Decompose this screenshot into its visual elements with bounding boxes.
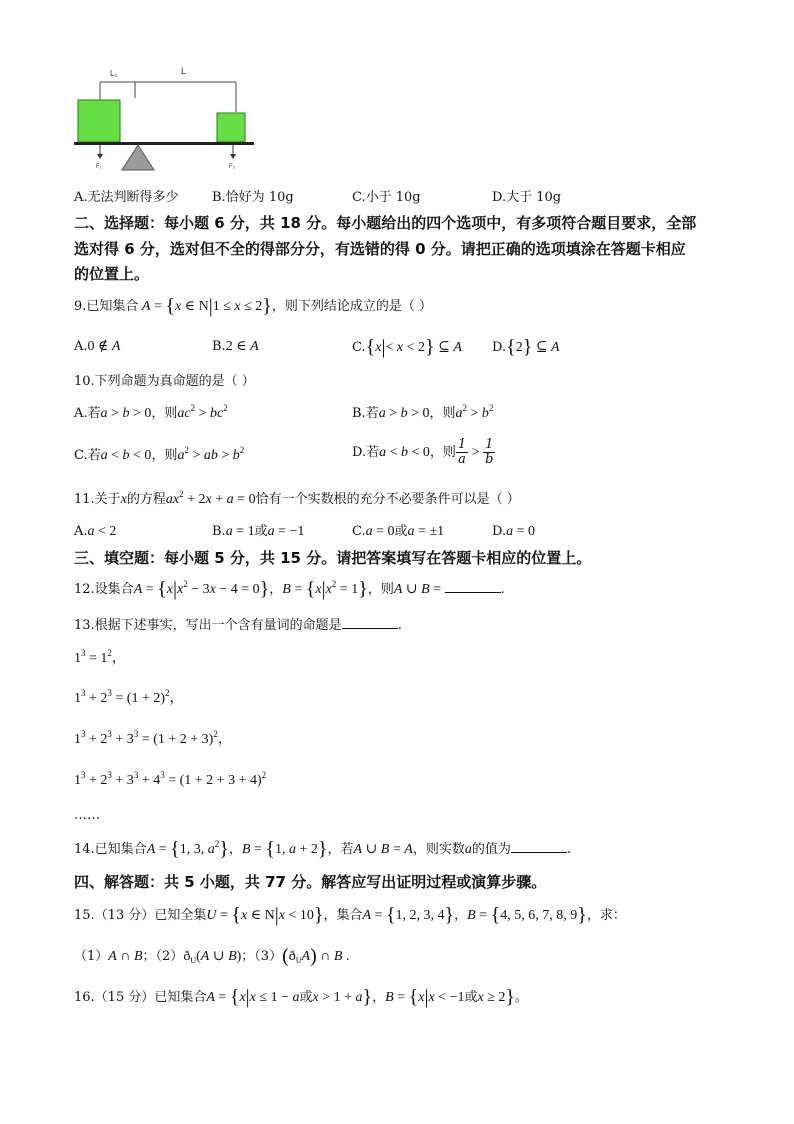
section2-line3: 的位置上。 — [74, 265, 150, 283]
left-weight-box — [78, 100, 120, 142]
q8-option-a: A.无法判断得多少 — [74, 190, 179, 205]
q8-option-c: C.小于 10g — [352, 190, 421, 205]
q16-stem: 16.（15 分）已知集合A = {x|x ≤ 1 − a或x > 1 + a}，B = {x|x < −1或x ≥ 2}。 — [74, 986, 529, 1008]
q9-option-a: A.0 ∉ A — [74, 339, 121, 354]
q9-stem: 9.已知集合 A = {x ∈ N|1 ≤ x ≤ 2}，则下列结论成立的是（ ） — [74, 295, 433, 317]
q11-option-d: D.a = 0 — [492, 524, 535, 539]
fulcrum-triangle — [122, 145, 154, 170]
section3-heading: 三、填空题：每小题 5 分，共 15 分。请把答案填写在答题卡相应的位置上。 — [74, 549, 592, 567]
q13-fact-3: $1^3 + 2^3 + 3^3 = (1 + 2 + 3)^2$， — [74, 729, 232, 747]
q14-stem: 14.已知集合A = {1, 3, $a^2$}，B = {1, a + 2}，若A ∪ B = A，则实数a的值为 . — [74, 838, 571, 860]
label-f2: F₂ — [229, 164, 235, 170]
q13-fact-1: $1^3 = 1^2$， — [74, 648, 126, 666]
q15-parts: （1）A ∩ B；$(2)ð_U(A$ ∪ B)；$(3)(ð_UA)$ ∩ B . — [74, 945, 350, 967]
q11-stem: 11.关于x的方程$ax^2 + 2x + a = 0$恰有一个实数根的充分不必要条件可以是（ ） — [74, 489, 520, 507]
section4-heading: 四、解答题：共 5 小题，共 77 分。解答应写出证明过程或演算步骤。 — [74, 873, 547, 891]
q10-option-c: C.若a < b < 0，则$a^2$ > ab > $b^2$ — [74, 445, 245, 463]
label-l1: L₁ — [110, 69, 118, 78]
q10-stem: 10.下列命题为真命题的是（ ） — [74, 374, 255, 389]
q13-fact-4: $1^3 + 2^3 + 3^3 + 4^3 = (1 + 2 + 3 + 4)^2$ — [74, 770, 267, 788]
q9-option-d: D.{2} ⊆ A — [492, 336, 560, 358]
q13-stem: 13.根据下述事实，写出一个含有量词的命题是 . — [74, 618, 402, 633]
section2-line2: 选对得 6 分，选对但不全的得部分分，有选错的得 0 分。请把正确的选项填涂在答题卡相应 — [74, 240, 686, 258]
q12-stem: 12.设集合$A = \{x|x^2 - 3x - 4 = 0\}$，$B = \{x|x^2 = 1\}$，则A ∪ B = . — [74, 578, 505, 600]
lever-beam — [74, 142, 254, 145]
q11-option-b: B.a = 1或a = −1 — [212, 524, 305, 539]
lever-diagram — [70, 60, 260, 180]
q10-option-d: D.若a < b < 0，则 $\frac{1}{a}$ > $\frac{1}{b}$ — [352, 437, 494, 467]
q13-fact-2: $1^3 + 2^3 = (1 + 2)^2$， — [74, 688, 184, 706]
q9-option-b: B.2 ∈ A — [212, 339, 259, 354]
q11-option-a: A.a < 2 — [74, 524, 117, 539]
q10-option-a: A.若a > b > 0，则$ac^2 > bc^2$ — [74, 403, 228, 421]
q11-option-c: C.a = 0或a = ±1 — [352, 524, 445, 539]
q10-option-b: B.若a > b > 0，则$a^2 > b^2$ — [352, 403, 494, 421]
q13-ellipsis: …… — [74, 808, 100, 823]
right-weight-box — [217, 113, 245, 142]
section2-line1: 二、选择题：每小题 6 分，共 18 分。每小题给出的四个选项中，有多项符合题目要求，全部 — [74, 214, 697, 232]
q9-option-c: C.{x|< x < 2} ⊆ A — [352, 336, 462, 358]
q8-option-b: B.恰好为 10g — [212, 190, 294, 205]
label-f1: F₁ — [96, 164, 102, 170]
q15-stem: 15.（13 分）已知全集U = {x ∈ N|x < 10}，集合A = {1, 2, 3, 4}，B = {4, 5, 6, 7, 8, 9}，求： — [74, 904, 626, 926]
label-l: L — [181, 66, 187, 76]
q8-option-d: D.大于 10g — [492, 190, 562, 205]
